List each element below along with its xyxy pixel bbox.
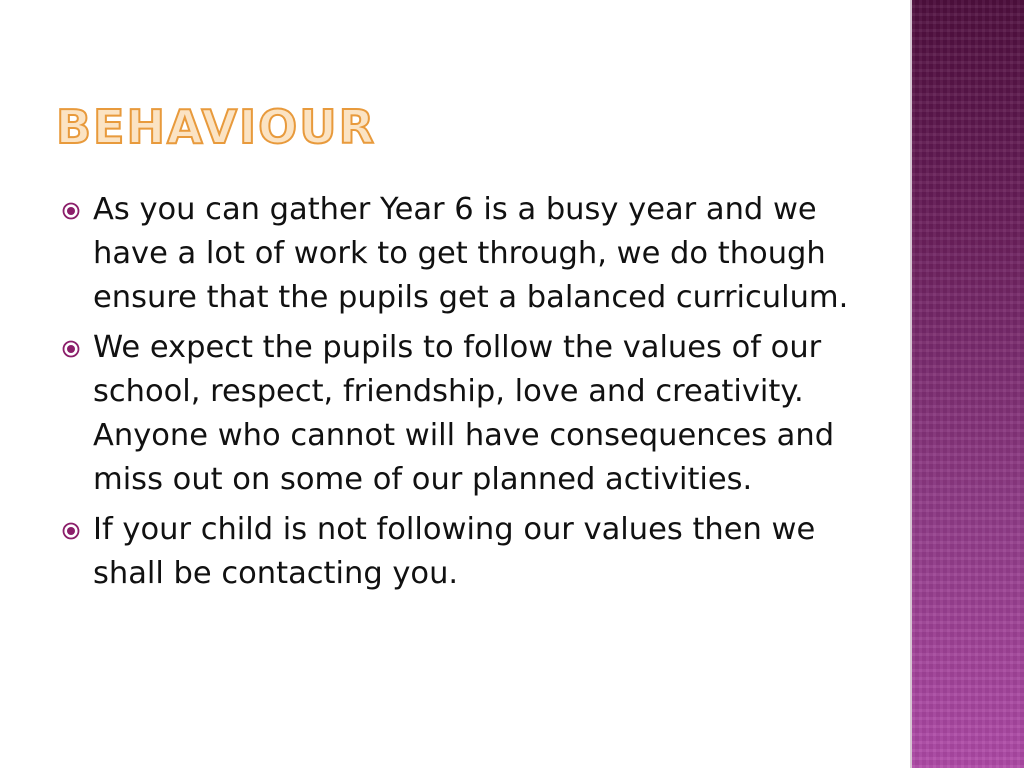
bullet-list (60, 188, 860, 602)
slide-title: BEHAVIOUR (56, 100, 377, 154)
bullet-item (60, 188, 860, 320)
decorative-side-band (912, 0, 1024, 768)
radio-bullet-icon (62, 522, 80, 540)
radio-bullet-icon (62, 202, 80, 220)
bullet-item (60, 326, 860, 502)
bullet-text: We expect the pupils to follow the values of our school, respect, friendship, love and creativity. Anyone who cannot will have consequences and miss out on some of our planned activities. (93, 330, 835, 497)
bullet-item (60, 508, 860, 596)
bullet-text: As you can gather Year 6 is a busy year and we have a lot of work to get through, we do though ensure that the pupils get a balanced curriculum. (93, 192, 849, 315)
bullet-text: If your child is not following our values then we shall be contacting you. (93, 512, 816, 591)
radio-bullet-icon (62, 340, 80, 358)
